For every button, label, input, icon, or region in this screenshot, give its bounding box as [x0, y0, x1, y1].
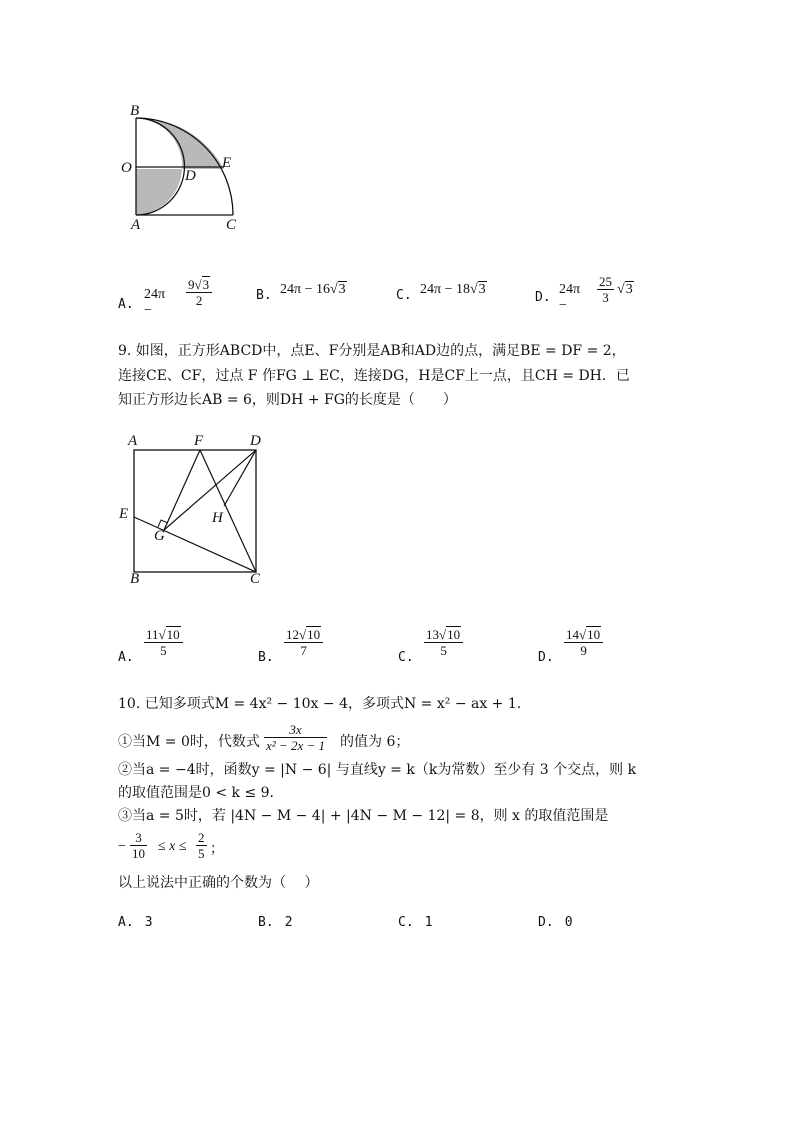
segment-FC — [200, 450, 256, 572]
shaded-region-lower — [136, 169, 182, 215]
square-figure — [120, 430, 280, 590]
q10-line-1: 10. 已知多项式M = 4x² − 10x − 4，多项式N = x² − ax + 1. — [118, 696, 522, 712]
q9-line-2: 连接CE、CF，过点 F 作FG ⊥ EC，连接DG，H是CF上一点，且CH = DH．已 — [118, 368, 630, 384]
q10-statement-3-line-1: ③当a = 5时，若 |4N − M − 4| + |4N − M − 12| = 8，则 x 的取值范围是 — [118, 808, 609, 824]
segment-DG — [164, 450, 256, 530]
q10-statement-2-line-1: ②当a = −4时，函数y = |N − 6| 与直线y = k（k为常数）至少有 3 个交点，则 k — [118, 762, 637, 778]
label-G2: G — [154, 528, 165, 544]
q10-statement-3-range: − $\frac{3}{10}$ ≤ x ≤ $\frac{2}{5}$ ； — [118, 830, 224, 861]
square-ABCD — [134, 450, 256, 572]
q9-line-3: 知正方形边长AB = 6，则DH + FG的长度是（ ） — [118, 392, 457, 408]
label-A2: A — [128, 433, 138, 449]
q8-a-fraction: $\frac{9√3}{2}$ — [186, 277, 212, 308]
label-D2: D — [250, 433, 261, 449]
q10-option-c[interactable]: C. 1 — [398, 915, 433, 930]
shaded-region-upper — [136, 118, 224, 169]
label-D: D — [185, 168, 196, 184]
label-E2: E — [119, 506, 129, 522]
segment-DH — [224, 450, 256, 506]
label-A: A — [131, 217, 141, 233]
label-F2: F — [194, 433, 204, 449]
label-E: E — [222, 155, 232, 171]
q10-statement-2-line-2: 的取值范围是0 < k ≤ 9． — [118, 785, 284, 801]
segment-FG — [164, 450, 200, 530]
q9-line-1: 9. 如图，正方形ABCD中，点E、F分别是AB和AD边的点，满足BE = DF = 2， — [118, 343, 626, 359]
q10-question: 以上说法中正确的个数为（ ） — [118, 875, 319, 891]
q10-option-a[interactable]: A. 3 — [118, 915, 153, 930]
label-O: O — [121, 160, 132, 176]
label-C2: C — [250, 571, 261, 587]
label-B2: B — [130, 571, 140, 587]
q10-option-d[interactable]: D. 0 — [538, 915, 573, 930]
segment-EC — [134, 517, 256, 572]
label-C: C — [226, 217, 237, 233]
label-B: B — [130, 103, 140, 119]
label-H2: H — [212, 510, 223, 526]
q10-option-b[interactable]: B. 2 — [258, 915, 293, 930]
